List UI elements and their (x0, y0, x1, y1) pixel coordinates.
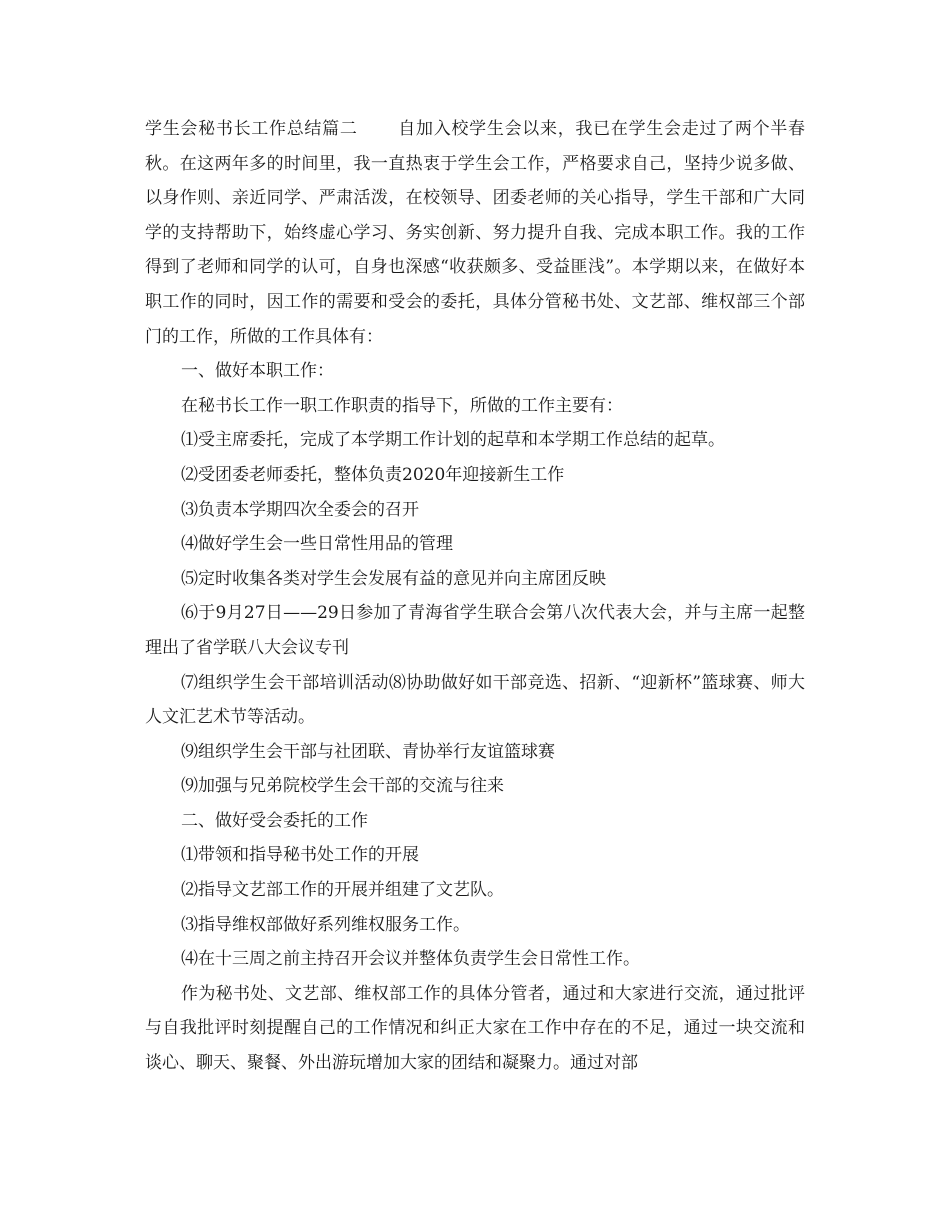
list-item: ⑵受团委老师委托，整体负责2020年迎接新生工作 (181, 464, 565, 485)
list-item: ⑸定时收集各类对学生会发展有益的意见并向主席团反映 (181, 568, 606, 589)
list-item: ⑼组织学生会干部与社团联、青协举行友谊篮球赛 (181, 741, 555, 762)
list-item: ⑺组织学生会干部培训活动⑻协助做好如干部竞选、招新、“迎新杯”篮球赛、师大人文汇艺术节等活动。 (145, 672, 805, 728)
list-item: ⑴带领和指导秘书处工作的开展 (181, 845, 419, 866)
paragraph: 作为秘书处、文艺部、维权部工作的具体分管者，通过和大家进行交流，通过批评与自我批评时刻提醒自己的工作情况和纠正大家在工作中存在的不足，通过一块交流和谈心、聊天、聚餐、外出游玩增加大家的团结和凝聚力。通过对部 (145, 983, 805, 1074)
list-item: ⑷做好学生会一些日常性用品的管理 (181, 534, 453, 555)
paragraph: 在秘书长工作一职工作职责的指导下，所做的工作主要有： (181, 395, 623, 416)
list-item: ⑹于9月27日——29日参加了青海省学生联合会第八次代表大会，并与主席一起整理出了省学联八大会议专刊 (145, 603, 805, 658)
intro-text: 自加入校学生会以来，我已在学生会走过了两个半春秋。在这两年多的时间里，我一直热衷于学生会工作，严格要求自己，坚持少说多做、以身作则、亲近同学、严肃活泼，在校领导、团委老师的关心指导，学生干部和广大同学的支持帮助下，始终虚心学习、务实创新、努力提升自我、完成本职工作。我的工作得到了老师和同学的认可，自身也深感“收获颇多、受益匪浅”。本学期以来，在做好本职工作的同时，因工作的需要和受会的委托，具体分管秘书处、文艺部、维权部三个部门的工作，所做的工作具体有： (145, 119, 806, 347)
list-item: ⑷在十三周之前主持召开会议并整体负责学生会日常性工作。 (181, 949, 640, 970)
list-item: ⑵指导文艺部工作的开展并组建了文艺队。 (181, 880, 504, 901)
document-title: 学生会秘书长工作总结篇二 (145, 119, 358, 139)
list-item: ⑶负责本学期四次全委会的召开 (181, 499, 419, 520)
intro-paragraph (145, 112, 805, 354)
document-page (145, 112, 805, 1081)
section-heading-1: 一、做好本职工作： (181, 361, 334, 382)
list-item: ⑶指导维权部做好系列维权服务工作。 (181, 914, 470, 935)
list-item: ⑼加强与兄弟院校学生会干部的交流与往来 (181, 776, 504, 797)
list-item: ⑴受主席委托，完成了本学期工作计划的起草和本学期工作总结的起草。 (181, 430, 725, 451)
section-heading-2: 二、做好受会委托的工作 (181, 810, 368, 831)
